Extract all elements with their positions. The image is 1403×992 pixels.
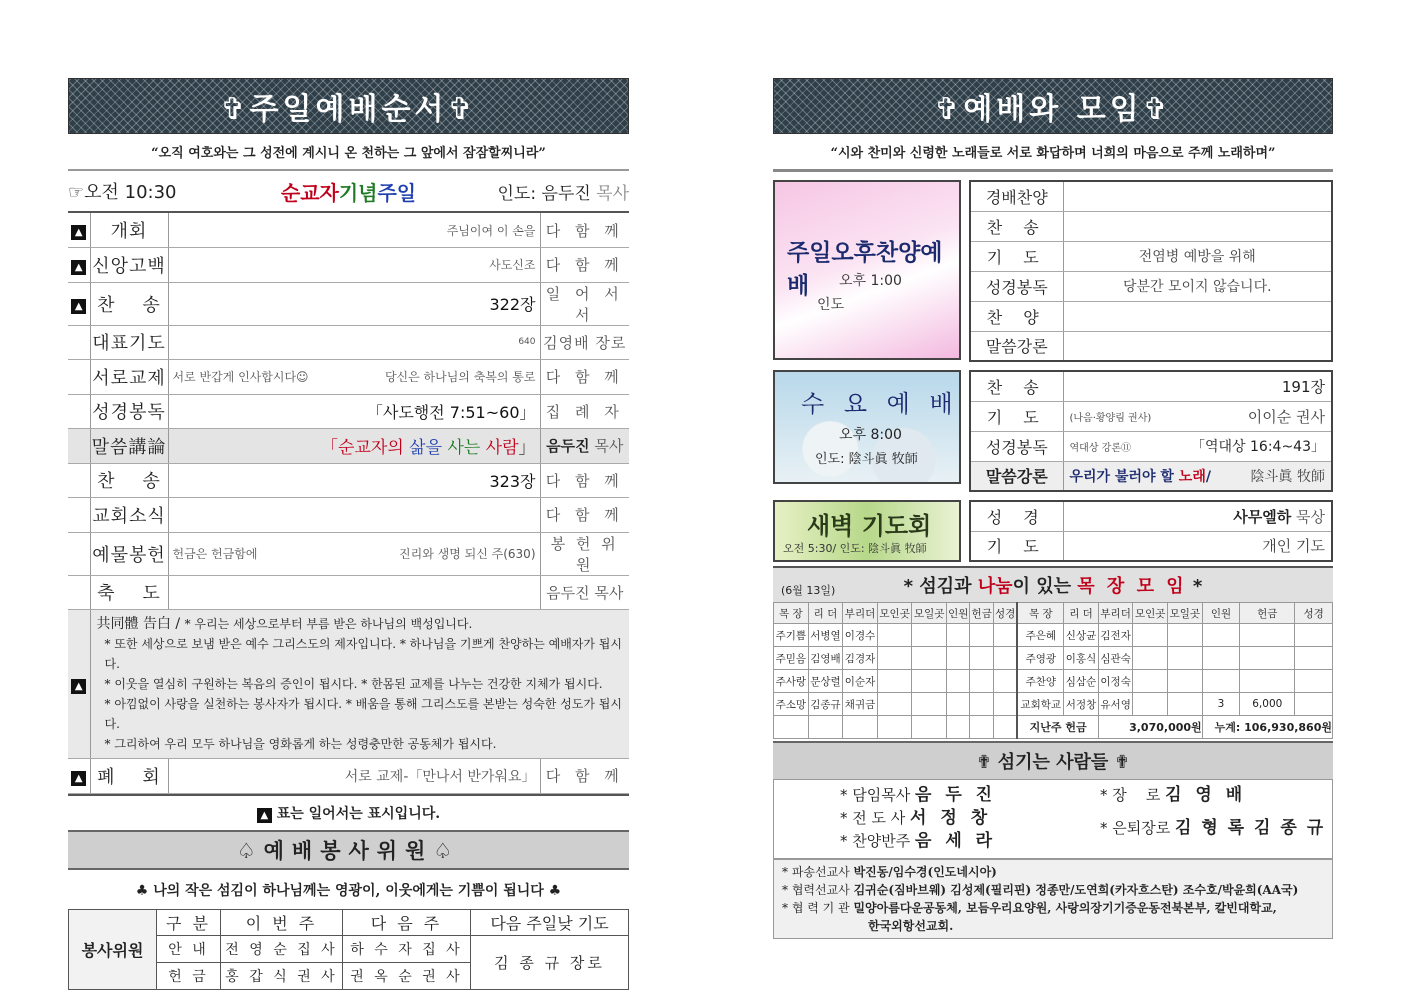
order-performer: 집 례 자 [540,394,629,429]
mokjang-col-header: 목 장 [774,603,809,624]
wednesday-preacher: 陰斗眞 牧師 [1250,468,1325,485]
vol-header: 이 번 주 [221,909,343,935]
order-content: 진리와 생명 되신 주(630) [399,547,536,561]
mokjang-table [773,602,1333,739]
service-time: ☞오전 10:30 [68,182,177,203]
mokjang-cell [993,716,1017,739]
order-row [68,498,629,533]
dawn-bible-suffix: 묵상 [1291,507,1325,526]
mokjang-cell [1202,624,1240,647]
mokjang-cell [1295,647,1333,670]
mokjang-cell [912,670,947,693]
dawn-prayer [773,500,1333,562]
order-name: 개회 [90,213,168,248]
mokjang-cell [947,624,970,647]
mokjang-cell: 김영배 [808,647,843,670]
mokjang-cell: 서병열 [808,624,843,647]
mokjang-col-header: 모인곳 [877,603,912,624]
mokjang-cell [993,624,1017,647]
creed-row [68,610,629,759]
order-row [68,575,629,610]
mission-label: * 협력선교사 [782,883,854,897]
mokjang-col-header: 부리더 [1098,603,1133,624]
mission-label: * 협 력 기 관 [782,901,854,915]
servant-role: * 담임목사 [840,786,915,804]
mokjang-cell [1168,670,1203,693]
order-performer: 다 함 께 [540,248,629,283]
servants-col [774,780,1072,858]
order-content: 사도신조 [489,258,536,273]
mokjang-cell [877,716,912,739]
order-performer: 일 어 서 서 [540,282,629,325]
servant-name: 음 두 진 [915,785,997,805]
mokjang-cell [993,647,1017,670]
afternoon-key: 찬 양 [970,301,1063,331]
order-performer: 봉 헌 위 원 [540,532,629,575]
order-row [68,463,629,498]
volunteer-verse: ♣ 나의 작은 섬김이 하나님께는 영광이, 이웃에게는 기쁨이 됩니다 ♣ [135,882,562,899]
vol-header: 다 음 주 [343,909,471,935]
afternoon-val [1063,181,1332,211]
mokjang-cell: 이정숙 [1098,670,1133,693]
wednesday-reading-note: 역대상 강론⑪ [1069,442,1131,454]
mission-names: 박진동/임수경(인도네시아) [853,865,997,879]
wednesday-image [773,370,961,484]
right-verse: “시와 찬미와 신령한 노래들로 서로 화답하며 너희의 마음으로 주께 노래하며” [773,134,1333,172]
mokjang-cell: 이경수 [843,624,878,647]
mokjang-cell: 주은혜 [1017,624,1063,647]
total-amount: 106,930,860원 [1244,721,1332,734]
afternoon-val: 당분간 모이지 않습니다. [1063,271,1332,301]
mokjang-cell: 주믿음 [774,647,809,670]
mission-names: 한국외항선교회. [868,919,954,933]
wednesday-table [969,370,1333,492]
order-content: 「사도행전 7:51~60」 [366,402,536,422]
mokjang-cell: 신상균 [1064,624,1099,647]
mokjang-col-header: 모일곳 [912,603,947,624]
mokjang-cell: 채귀금 [843,693,878,716]
afternoon-title: 주일오후찬양예배 [787,240,943,299]
order-content: 당신은 하나님의 축복의 통로 [384,370,536,385]
wednesday-key: 찬 송 [970,371,1063,401]
title-part: 순교자 [280,180,339,205]
mokjang-cell [1133,670,1168,693]
order-row [68,248,629,283]
stand-note [68,794,629,830]
sermon-part: 」 [518,438,536,459]
wednesday-reading: 「역대상 16:4~43」 [1190,439,1325,455]
mokjang-cell [947,647,970,670]
mokjang-cell [993,693,1017,716]
service-leader [479,179,629,204]
mokjang-cell [1168,693,1203,716]
order-content: 322장 [489,295,536,314]
mokjang-cell [877,693,912,716]
left-verse: “오직 여호와는 그 성전에 계시니 온 천하는 그 앞에서 잠잠할찌니라” [68,134,629,171]
dawn-key: 기 도 [970,531,1063,561]
order-content: 640 [518,337,536,348]
mokjang-col-header: 헌금 [970,603,993,624]
creed-line: * 아낌없이 사랑을 실천하는 봉사자가 됩시다. * 배움을 통해 그리스도를 본받는 성숙한 성도가 됩시다. [104,697,622,731]
order-performer: 김영배 장로 [540,325,629,360]
mission-names: 김귀순(짐바브웨) 김성제(필리핀) 정종만/도연희(카자흐스탄) 조수호/박윤희(AA국) [853,883,1299,897]
mokjang-date: (6월 13일) [781,584,836,597]
mokjang-cell [912,647,947,670]
wednesday-hymn: 191장 [1063,371,1332,401]
wednesday-key: 성경봉독 [970,431,1063,461]
order-name: 성경봉독 [90,394,168,429]
mokjang-cell [912,624,947,647]
mokjang-row [774,716,1333,739]
mokjang-cell: 김종규 [808,693,843,716]
mokjang-cell: 6,000 [1240,693,1295,716]
community-confession [90,610,629,759]
servant-role: * 찬양반주 [840,832,915,850]
mokjang-cell [843,716,878,739]
creed-line: * 우리는 세상으로부터 부름 받은 하나님의 백성입니다. [184,617,473,631]
dawn-sub: 오전 5:30/ 인도: 陰斗眞 牧師 [783,542,927,555]
afternoon-leader: 인도 [817,297,845,313]
mokjang-title [773,572,1333,598]
wednesday-key: 말씀강론 [970,461,1063,491]
order-name: 신앙고백 [90,248,168,283]
mokjang-cell [1295,670,1333,693]
wednesday-time: 오후 8:00 [839,427,902,443]
total-label: 누계: [1214,721,1245,734]
mokjang-cell [877,624,912,647]
preacher-title: 목사 [589,437,624,456]
vol-this-week: 전 영 순 집 사 [221,935,343,962]
mokjang-col-header: 리 더 [808,603,843,624]
servant-name: 김 영 배 [1165,785,1247,805]
worship-order-page [68,78,629,990]
vol-next-week: 권 옥 순 권 사 [343,962,471,989]
mokjang-cell [808,716,843,739]
mission-names: 밀양아름다운공동체, 보듬우리요양원, 사랑의장기기증운동전북본부, 칼빈대학교, [853,901,1277,915]
order-content: 323장 [489,471,536,491]
servant-role: * 은퇴장로 [1100,819,1175,837]
mokjang-cell: 이홍식 [1064,647,1099,670]
order-performer: 다 함 께 [540,498,629,533]
stand-icon: ▲ [71,771,86,786]
wednesday-key: 기 도 [970,401,1063,431]
afternoon-val: 전염병 예방을 위해 [1063,241,1332,271]
order-row [68,394,629,429]
mokjang-cell [1295,624,1333,647]
stand-note-text: 표는 일어서는 표시입니다. [276,805,441,822]
order-name: 말씀講論 [90,429,168,464]
mokjang-cell [877,670,912,693]
dawn-key: 성 경 [970,501,1063,531]
servants-col [1072,780,1332,858]
vol-prayer: 김 종 규 장로 [471,935,629,989]
mokjang-cell: 주소망 [774,693,809,716]
mokjang-cell [970,716,993,739]
worship-order-banner: ✞주일예배순서✞ [68,78,629,134]
afternoon-key: 기 도 [970,241,1063,271]
wednesday-sermon: 우리가 불러야 할 [1069,468,1179,485]
mokjang-col-header: 성경 [993,603,1017,624]
sermon-part: 「순교자의 [321,438,410,459]
mokjang-col-header: 모일곳 [1168,603,1203,624]
mokjang-row [774,624,1333,647]
order-performer: 다 함 께 [540,759,629,794]
sermon-part: 사는 [447,438,486,459]
mokjang-cell: 문상렬 [808,670,843,693]
mokjang-cell [1133,624,1168,647]
wednesday-sermon: / [1205,468,1211,485]
order-row [68,282,629,325]
mokjang-cell: 교회학교 [1017,693,1063,716]
vol-this-week: 홍 갑 식 권 사 [221,962,343,989]
preacher-name: 음두진 [546,437,590,456]
mokjang-header-row [774,603,1333,624]
order-name: 찬 송 [90,282,168,325]
last-week-label: 지난주 헌금 [1017,716,1098,739]
servants-list [773,779,1333,859]
order-name: 예물봉헌 [90,532,168,575]
mokjang-cell: 심삼순 [1064,670,1099,693]
order-row [68,360,629,395]
dawn-title: 새벽 기도회 [807,512,932,540]
leader-title: 목사 [590,183,629,204]
vol-header: 구 분 [157,909,221,935]
order-row [68,532,629,575]
mokjang-title-part: 이 있는 [1012,576,1078,597]
servant-name: 서 정 창 [910,808,992,828]
mokjang-col-header: 인원 [947,603,970,624]
order-name: 서로교제 [90,360,168,395]
wednesday-service [773,370,1333,492]
mokjang-cell [877,647,912,670]
wednesday-sermon: 노래 [1178,468,1206,485]
afternoon-key: 성경봉독 [970,271,1063,301]
wednesday-title: 수 요 예 배 [801,390,959,418]
mokjang-cell: 주영광 [1017,647,1063,670]
offering-total [1202,716,1332,739]
mokjang-row [774,693,1333,716]
mokjang-cell [1168,624,1203,647]
stand-icon: ▲ [71,225,86,240]
dawn-bible: 사무엘하 [1233,507,1292,526]
afternoon-time: 오후 1:00 [839,273,902,289]
volunteer-label: 봉사위원 [69,909,157,989]
stand-icon: ▲ [71,299,86,314]
stand-icon: ▲ [71,679,86,694]
mokjang-cell [947,670,970,693]
order-content: 서로 교제-「만나서 반가워요」 [344,768,536,785]
mokjang-cell [1168,647,1203,670]
mokjang-row [774,647,1333,670]
creed-head: 共同體 告白 / [96,616,185,632]
mokjang-cell [912,693,947,716]
leader-label: 인도: [497,183,542,204]
title-part: 주일 [377,180,417,205]
wednesday-prayer: 이이순 권사 [1247,407,1325,426]
mokjang-title-part: 나눔 [977,576,1013,597]
afternoon-val [1063,301,1332,331]
wednesday-prayer-note: (나음·황양림 권사) [1069,412,1152,424]
mokjang-col-header: 인원 [1202,603,1240,624]
mokjang-col-header: 성경 [1295,603,1333,624]
vol-header: 다음 주일낮 기도 [471,909,629,935]
mokjang-cell: 3 [1202,693,1240,716]
mokjang-col-header: 부리더 [843,603,878,624]
mokjang-cell [1240,647,1295,670]
creed-line: * 그리하여 우리 모두 하나님을 영화롭게 하는 성령충만한 공동체가 됩시다. [104,737,497,751]
mokjang-header [773,566,1333,602]
mokjang-cell: 주기쁨 [774,624,809,647]
wednesday-leader: 인도: 陰斗眞 牧師 [815,452,918,467]
mokjang-cell [1240,624,1295,647]
last-week-amount: 3,070,000원 [1098,716,1202,739]
mokjang-cell [774,716,809,739]
order-row [68,213,629,248]
missionaries [773,859,1333,939]
servant-role: * 전 도 사 [840,809,911,827]
order-table [68,213,629,794]
mokjang-cell: 김경자 [843,647,878,670]
servant-name: 음 세 라 [915,831,997,851]
mokjang-cell: 김전자 [1098,624,1133,647]
mokjang-cell [970,693,993,716]
servant-name: 김 형 록 김 종 규 [1175,818,1326,838]
sermon-part: 사람 [485,438,519,459]
order-name: 교회소식 [90,498,168,533]
order-content-left: 서로 반갑게 인사합시다☺ [172,370,309,385]
order-content: 주님이여 이 손을 [446,223,536,238]
mokjang-cell [970,647,993,670]
creed-line: * 이웃을 열심히 구원하는 복음의 증인이 됩시다. * 한몸된 교제를 나누는 건강한 지체가 됩시다. [104,677,603,691]
mokjang-cell [970,670,993,693]
mokjang-cell: 주찬양 [1017,670,1063,693]
servant-role: * 장 로 [1100,786,1166,804]
afternoon-val [1063,331,1332,361]
mokjang-col-header: 리 더 [1064,603,1099,624]
afternoon-service [773,180,1333,362]
mokjang-title-part: * [1186,576,1203,597]
afternoon-key: 찬 송 [970,211,1063,241]
order-performer: 다 함 께 [540,360,629,395]
order-content-left: 헌금은 헌금함에 [172,547,258,561]
sermon-title [173,433,536,458]
afternoon-table [969,180,1333,362]
order-performer: 다 함 께 [540,213,629,248]
mokjang-cell [912,716,947,739]
mokjang-cell [1295,693,1333,716]
mokjang-cell: 서정창 [1064,693,1099,716]
mokjang-cell: 심관숙 [1098,647,1133,670]
stand-icon: ▲ [257,808,272,823]
dawn-prayer-val: 개인 기도 [1063,531,1332,561]
stand-icon: ▲ [71,260,86,275]
mokjang-cell [1133,647,1168,670]
mokjang-cell [1202,670,1240,693]
mokjang-cell [1133,693,1168,716]
title-part: 기념 [338,180,378,205]
order-row [68,759,629,794]
mokjang-cell [1240,670,1295,693]
order-name: 찬 송 [90,463,168,498]
mokjang-cell [947,693,970,716]
service-title [218,177,479,206]
mokjang-col-header: 모인곳 [1133,603,1168,624]
order-performer: 음두진 목사 [540,575,629,610]
order-name: 축 도 [90,575,168,610]
mission-label: * 파송선교사 [782,865,854,879]
sermon-part: 삶을 [409,438,448,459]
mokjang-cell: 유서영 [1098,693,1133,716]
mokjang-cell: 주사랑 [774,670,809,693]
creed-line: * 또한 세상으로 보냄 받은 예수 그리스도의 제자입니다. * 하나님을 기쁘게 찬양하는 예배자가 됩시다. [104,637,622,671]
mokjang-cell [993,670,1017,693]
mokjang-row [774,670,1333,693]
mokjang-title-part: * 섬김과 [903,576,978,597]
order-name: 폐 회 [90,759,168,794]
volunteer-banner: ♤예배봉사위원♤ [68,830,629,870]
mokjang-col-header: 목 장 [1017,603,1063,624]
afternoon-image [773,180,961,360]
vol-next-week: 하 수 자 집 사 [343,935,471,962]
order-name: 대표기도 [90,325,168,360]
vol-kind: 헌 금 [157,962,221,989]
afternoon-key: 경배찬양 [970,181,1063,211]
afternoon-key: 말씀강론 [970,331,1063,361]
dawn-image [773,500,961,562]
mokjang-cell [970,624,993,647]
servants-banner: ✟ 섬기는 사람들 ✟ [773,741,1333,779]
mokjang-title-part: 목 장 모 임 [1077,576,1187,597]
dawn-table [969,500,1333,562]
worship-gatherings-page [773,78,1333,939]
order-row-sermon [68,429,629,464]
vol-kind: 안 내 [157,935,221,962]
volunteer-table [68,909,629,990]
leader-name: 음두진 [541,183,591,204]
gatherings-banner: ✞예배와 모임✞ [773,78,1333,134]
mokjang-cell: 이순자 [843,670,878,693]
mokjang-cell [1202,647,1240,670]
mokjang-col-header: 헌금 [1240,603,1295,624]
mokjang-cell [947,716,970,739]
order-row [68,325,629,360]
service-header [68,171,629,213]
afternoon-val [1063,211,1332,241]
order-performer: 다 함 께 [540,463,629,498]
